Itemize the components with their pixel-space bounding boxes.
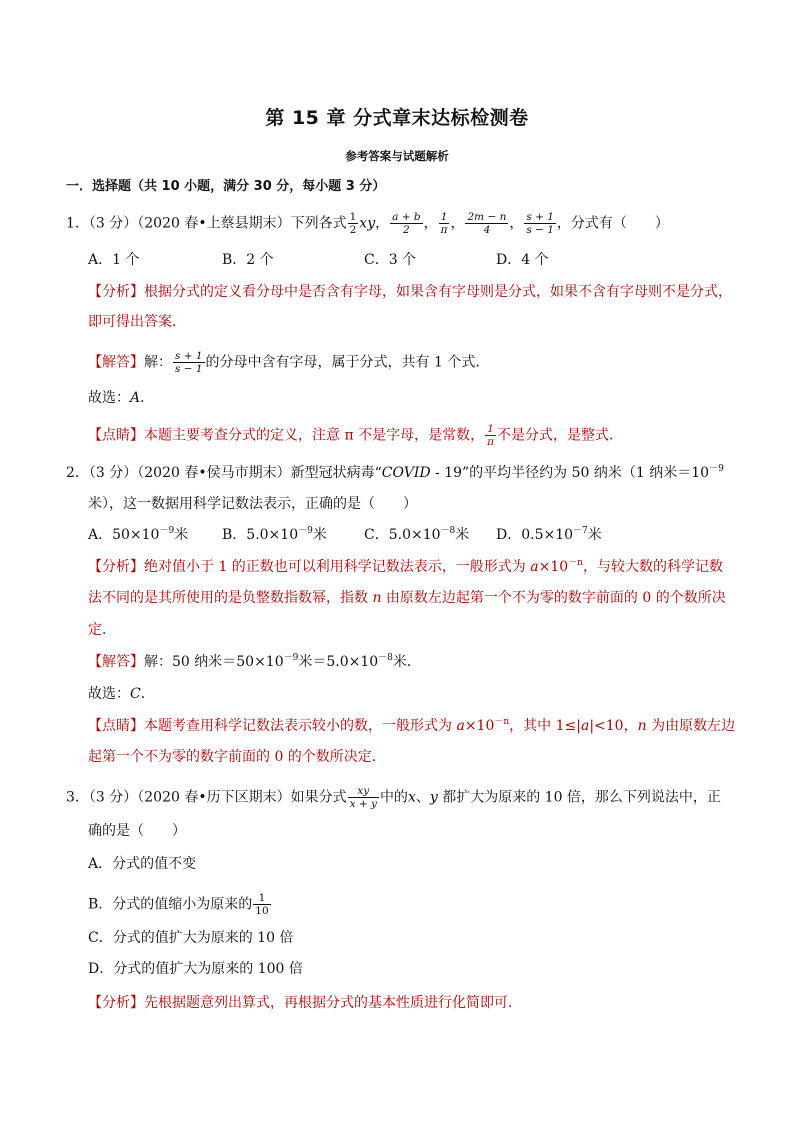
analysis-tag: 【分析】 bbox=[88, 559, 144, 575]
q2-choice: 故选：C． bbox=[88, 686, 155, 702]
q2-option-c: C．$5.0\times 10^{-8}$米 bbox=[364, 526, 470, 543]
q1-comment: 【点睛】本题主要考查分式的定义，注意 π 不是字母，是常数， $\frac{1}{\pi}$ 不是分式，是整式． bbox=[88, 423, 624, 448]
q1-fraction-3: $\frac{1}{\pi}$ bbox=[440, 211, 448, 236]
answer-tag: 【解答】 bbox=[88, 654, 144, 670]
q3-option-c: C．分式的值扩大为原来的 10 倍 bbox=[88, 930, 294, 946]
q1-option-d: D．4 个 bbox=[496, 252, 549, 268]
comment-tag: 【点睛】 bbox=[88, 718, 144, 734]
q1-option-c: C．3 个 bbox=[364, 252, 417, 268]
q2-analysis: 【分析】绝对值小于 1 的正数也可以利用科学记数法表示，一般形式为 $a\times 10^{-n}$，与较大数的科学记数 bbox=[88, 558, 723, 575]
q2-comment: 【点睛】本题考查用科学记数法表示较小的数，一般形式为 $a\times 10^{-n}$，其中 1≤|a|<10，n 为由原数左边 bbox=[88, 717, 736, 734]
q3-option-b-fraction: $\frac{1}{10}$ bbox=[255, 892, 269, 917]
q2-comment-cont: 起第一个不为零的数字前面的 0 的个数所决定． bbox=[88, 749, 386, 765]
q3-stem: 3．（3 分）（2020 春•历下区期末）如果分式 $\frac{xy}{x + y}$ 中的x、y 都扩大为原来的 10 倍，那么下列说法中，正 bbox=[66, 785, 721, 810]
q2-option-a: A．$50\times 10^{-9}$米 bbox=[88, 526, 189, 543]
q1-choice: 故选：A． bbox=[88, 390, 155, 406]
q1-option-a: A．1 个 bbox=[88, 252, 140, 268]
q1-analysis: 【分析】根据分式的定义看分母中是否含有字母，如果含有字母则是分式，如果不含有字母则不是分式， bbox=[88, 284, 732, 300]
q1-fraction-2: $\frac{a + b}{2}$ bbox=[392, 211, 421, 236]
q3-analysis: 【分析】先根据题意列出算式，再根据分式的基本性质进行化简即可． bbox=[88, 995, 522, 1011]
section-heading: 一．选择题（共 10 小题，满分 30 分，每小题 3 分） bbox=[66, 179, 386, 194]
q2-stem: 2．（3 分）（2020 春•侯马市期末）新型冠状病毒“COVID - 19”的平均半径约为 50 纳米（1 纳米$=10^{-9}$ bbox=[66, 464, 724, 481]
q2-option-d: D．$0.5\times 10^{-7}$米 bbox=[496, 526, 602, 543]
q1-fraction-4: $\frac{2m - n}{4}$ bbox=[467, 211, 507, 236]
page-subtitle: 参考答案与试题解析 bbox=[345, 149, 449, 163]
q3-option-b: B．分式的值缩小为原来的 $\frac{1}{10}$ bbox=[88, 892, 269, 917]
q1-analysis-cont: 即可得出答案． bbox=[88, 314, 186, 330]
analysis-tag: 【分析】 bbox=[88, 284, 144, 300]
q1-fraction-5: $\frac{s + 1}{s - 1}$ bbox=[526, 211, 554, 236]
q1-option-b: B．2 个 bbox=[222, 252, 274, 268]
q2-analysis-end: 定． bbox=[88, 622, 116, 638]
analysis-tag: 【分析】 bbox=[88, 995, 144, 1011]
answer-tag: 【解答】 bbox=[88, 354, 144, 371]
q3-fraction: $\frac{xy}{x + y}$ bbox=[349, 785, 377, 810]
q2-analysis-cont: 法不同的是其所使用的是负整数指数幂，指数 n 由原数左边起第一个不为零的数字前面的 0 的个数所决 bbox=[88, 590, 726, 606]
q2-option-b: B．$5.0\times 10^{-9}$米 bbox=[222, 526, 327, 543]
q3-stem-cont: 确的是（ ） bbox=[88, 823, 186, 839]
q1-comment-fraction: $\frac{1}{\pi}$ bbox=[487, 423, 495, 448]
q3-option-d: D．分式的值扩大为原来的 100 倍 bbox=[88, 961, 303, 977]
q1-answer-fraction: $\frac{s + 1}{s - 1}$ bbox=[175, 350, 203, 375]
q3-option-a: A．分式的值不变 bbox=[88, 856, 197, 872]
q1-answer: 【解答】解： $\frac{s + 1}{s - 1}$ 的分母中含有字母，属于分式，共有 1 个式． bbox=[88, 350, 490, 375]
page-title: 第 15 章 分式章末达标检测卷 bbox=[265, 107, 529, 129]
q1-stem: 1．（3 分）（2020 春•上蔡县期末）下列各式 $\frac{1}{2}$ xy， $\frac{a + b}{2}$ ， $\frac{1}{\pi}$ ， $\frac{2m - n}{4}$ ， $\frac{s + 1}{s - 1}$ ，分式有（ ） bbox=[66, 211, 669, 236]
q1-fraction-1: $\frac{1}{2}$ bbox=[349, 211, 357, 236]
q2-answer: 【解答】解：50 纳米$=50\times 10^{-9}$米$=5.0\times 10^{-8}$米． bbox=[88, 653, 421, 670]
comment-tag: 【点睛】 bbox=[88, 427, 144, 444]
q2-stem-cont: 米），这一数据用科学记数法表示，正确的是（ ） bbox=[88, 496, 417, 512]
